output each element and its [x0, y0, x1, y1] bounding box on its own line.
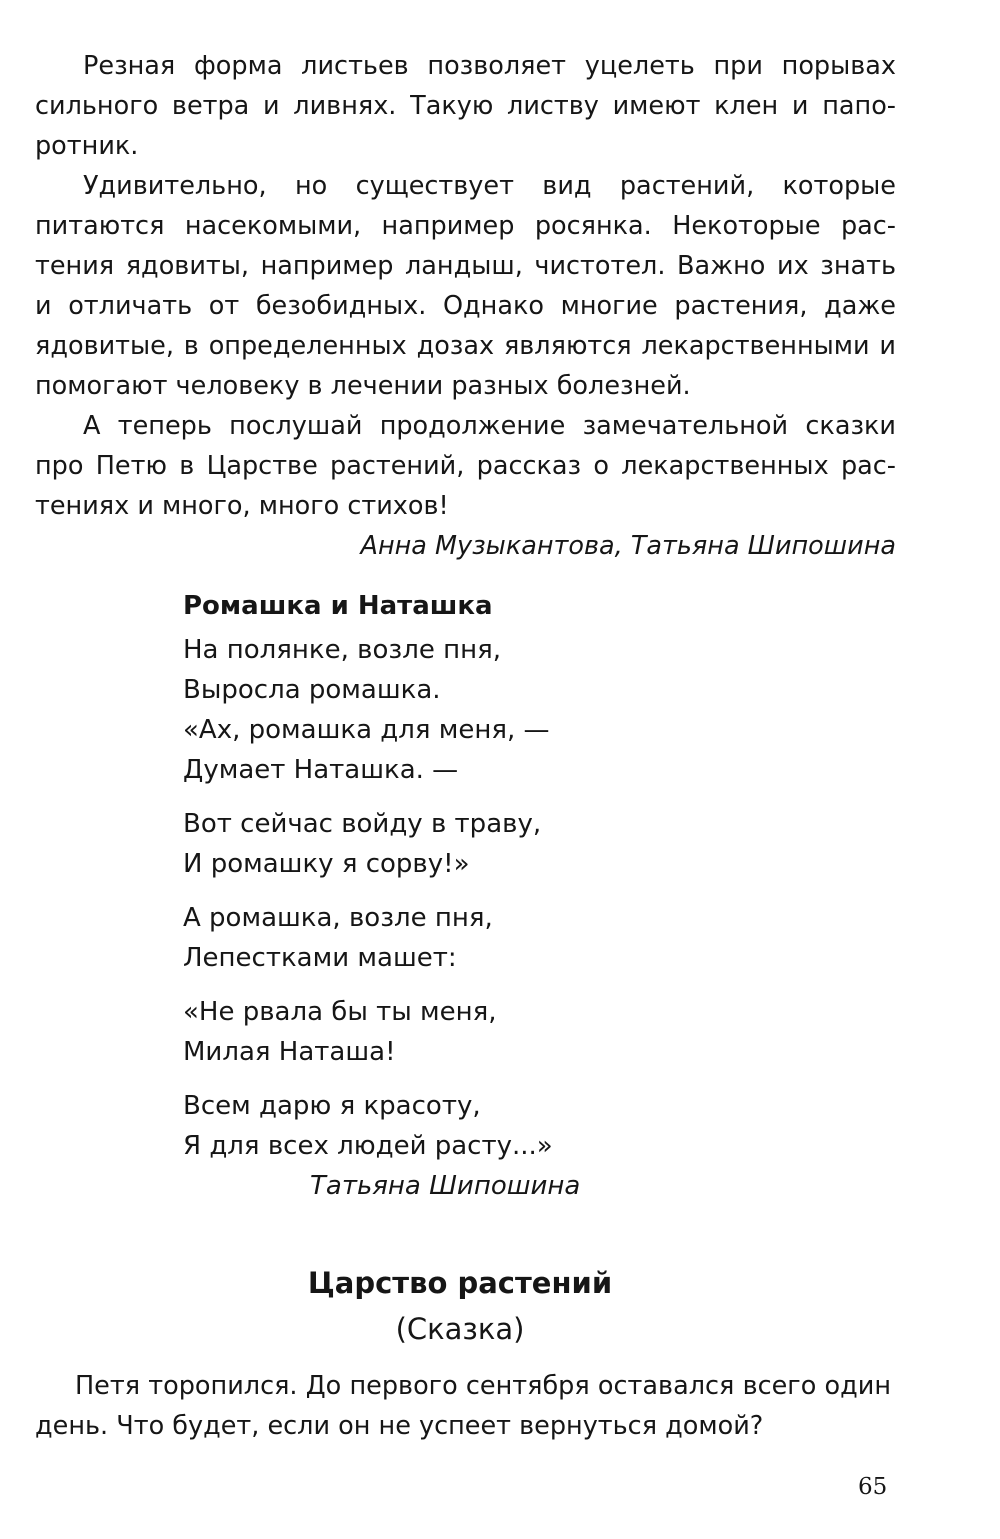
poem-line: «Ах, ромашка для меня, —: [183, 715, 550, 745]
story-title: Царство растений: [307, 1266, 613, 1300]
story-paragraph: Петя торопился. До первого сентября оставался всего один день. Что будет, если он не успеет вернуться домой?: [35, 1371, 891, 1441]
poem-line: Выросла ромашка.: [183, 675, 441, 705]
poem-line: «Не рвала бы ты меня,: [183, 997, 497, 1027]
poem-line: Милая Наташа!: [183, 1037, 396, 1067]
poem-line: Вот сейчас войду в траву,: [183, 809, 542, 839]
page-number: 65: [858, 1474, 888, 1500]
poem-stanza: [183, 630, 783, 790]
poem-title: Ромашка и Наташка: [183, 591, 493, 621]
poem-line: И ромашку я сорву!»: [183, 849, 470, 879]
poem-author: Татьяна Шипошина: [310, 1171, 581, 1201]
poem-stanza: [183, 898, 783, 978]
poem-line: Лепестками машет:: [183, 943, 457, 973]
poem-line: Думает Наташка. —: [183, 755, 459, 785]
poem-line: А ромашка, возле пня,: [183, 903, 493, 933]
poem-line: Всем дарю я красоту,: [183, 1091, 481, 1121]
intro-section: [35, 46, 896, 566]
poem-stanza: [183, 1086, 783, 1166]
intro-paragraph: Резная форма листьев позволяет уцелеть при порывах сильного ветра и ливнях. Такую листву имеют клен и папоротник.: [35, 51, 896, 161]
poem-stanza: [183, 804, 783, 884]
intro-paragraph: А теперь послушай продолжение замечательной сказки про Петю в Царстве растений, рассказ о лекарственных растениях и много, много стихов!: [35, 411, 896, 521]
poem-line: Я для всех людей расту...»: [183, 1131, 553, 1161]
poem-line: На полянке, возле пня,: [183, 635, 501, 665]
poem: [183, 586, 783, 1206]
poem-stanza: [183, 992, 783, 1072]
story-subtitle: (Сказка): [395, 1312, 525, 1346]
intro-authors: Анна Музыкантова, Татьяна Шипошина: [360, 531, 896, 561]
intro-paragraph: Удивительно, но существует вид растений, которые питаются насекомыми, например росянка. Некоторые растения ядовиты, например ландыш, чистотел. Важно их знать и отличать от безобидных. Однако многие растения, даже ядовитые, в определенных дозах являются лекарственными и помогают человеку в лечении разных болезней.: [35, 171, 896, 401]
